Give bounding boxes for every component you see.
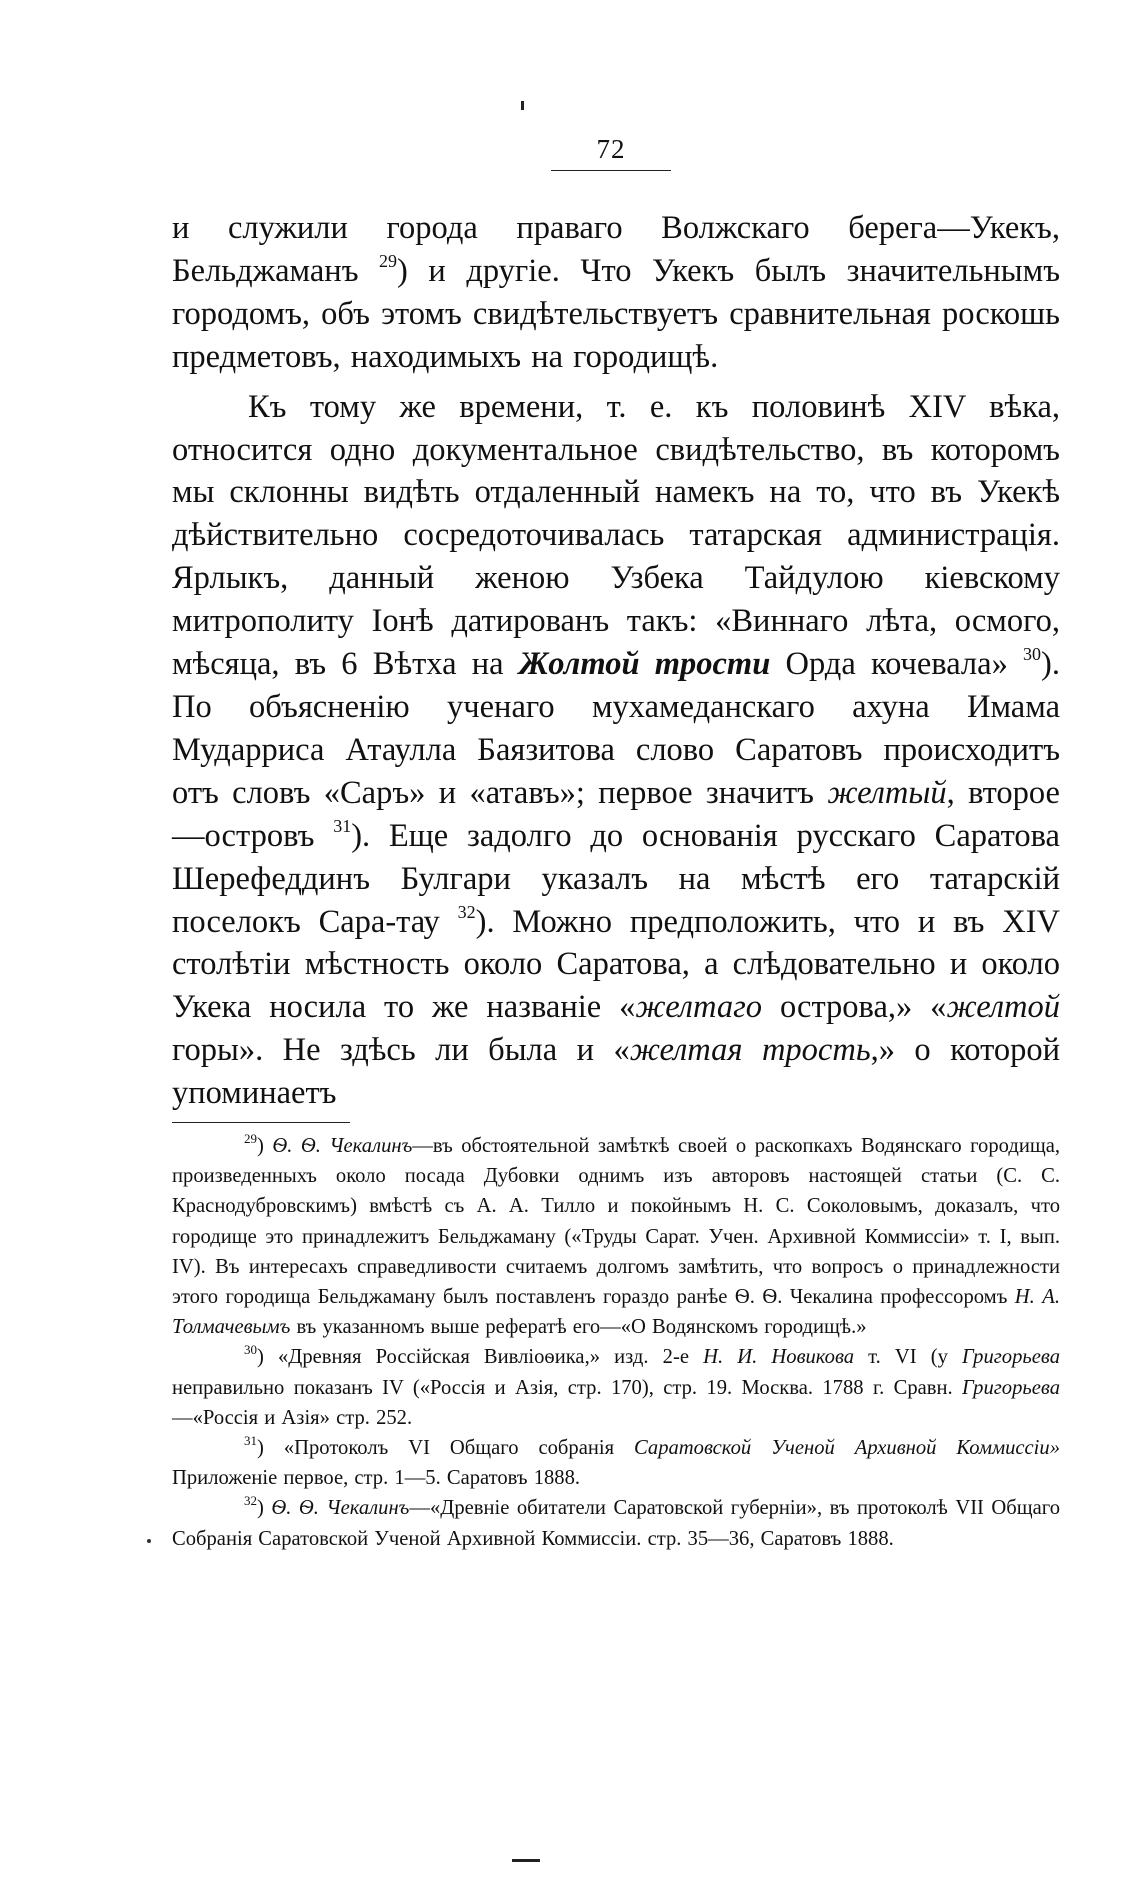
footnote-30 [172, 1342, 1060, 1433]
paragraph-1 [172, 207, 1060, 379]
text-run: ) и другіе. Что Укекъ былъ значительнымъ городомъ, объ этомъ свидѣтельствуетъ сравнительная роскошь предметовъ, находимыхъ на городищѣ. [172, 252, 1060, 375]
author-name: Н. А. Толмачевымъ [172, 1286, 1060, 1339]
emphasis-text: желтый [827, 774, 947, 811]
printer-mark [521, 101, 524, 110]
author-name: Н. И. Новикова [703, 1346, 855, 1369]
footnote-number: 29 [244, 1131, 257, 1146]
margin-speck [147, 1539, 151, 1543]
text-run: ). Можно предположить, что и въ XIV столѣтіи мѣстность около Саратова, а слѣдовательно и около Укека носила то же названіе « [172, 903, 1060, 1026]
paragraph-2 [172, 386, 1060, 1115]
text-run: Приложеніе первое, стр. 1—5. Саратовъ 1888. [172, 1467, 581, 1490]
footnote-number: 30 [244, 1342, 257, 1358]
author-name: Григорьева [962, 1346, 1061, 1369]
text-run: —въ обстоятельной замѣткѣ своей о раскопкахъ Водянскаго городища, произведенныхъ около посада Дубовки однимъ изъ авторовъ настоящей статьи (С. С. Краснодубровскимъ) вмѣстѣ съ А. А. Тилло и покойнымъ Н. С. Соколовымъ, доказалъ, что городище это принадлежитъ Бельджаману («Труды Сарат. Учен. Архивной Коммиссіи» т. I, вып. IV). Въ интересахъ справедливости считаемъ долгомъ замѣтить, что вопросъ о принадлежности этого городища Бельджаману былъ поставленъ гораздо ранѣе Ѳ. Ѳ. Чекалина профессоромъ [172, 1135, 1060, 1309]
footnote-ref-30: 30 [1023, 644, 1042, 665]
footnotes [172, 1131, 1060, 1554]
text-run: , второе—островъ [172, 774, 1060, 854]
text-run: Къ тому же времени, т. е. къ половинѣ XIV вѣка, относится одно документальное свидѣтельство, въ которомъ мы склонны видѣть отдаленный намекъ на то, что въ Укекѣ дѣйствительно сосредоточивалась татарская администрація. Ярлыкъ, данный женою Узбека Тайдулою кіевскому митрополиту Іонѣ датированъ такъ: «Виннаго лѣта, осмого, мѣсяца, въ 6 Вѣтха на [172, 388, 1060, 683]
emphasis-text: желтая трость [629, 1032, 871, 1069]
text-run: т. VI (у [854, 1346, 963, 1369]
text-run: ,» о которой упоминаетъ [172, 1032, 1060, 1112]
footnote-number: 31 [244, 1433, 257, 1449]
footnote-separator [172, 1122, 350, 1123]
author-name: Ѳ. Ѳ. Чекалинъ [272, 1135, 413, 1157]
text-run: —«Россія и Азія» стр. 252. [172, 1406, 413, 1429]
text-run: ) [257, 1497, 272, 1520]
footnote-ref-32: 32 [457, 901, 476, 922]
text-run: ) «Древняя Россійская Вивліоѳика,» изд. 2-е [257, 1346, 704, 1369]
author-name: Григорьева [962, 1376, 1060, 1399]
footnote-ref-29: 29 [379, 250, 398, 271]
page-header [546, 130, 676, 171]
text-run: ) [257, 1135, 273, 1157]
footnote-29 [172, 1131, 1060, 1342]
footnote-31 [172, 1433, 1060, 1493]
text-run: неправильно показанъ IV («Россія и Азія, стр. 170), стр. 19. Москва. 1788 г. Сравн. [172, 1376, 963, 1399]
publication-title: Саратовской Ученой Архивной Коммиссіи» [634, 1437, 1061, 1460]
text-run: острова,» « [762, 989, 947, 1026]
bottom-mark [512, 1859, 540, 1862]
text-run: и служили города праваго Волжскаго берега—Укекъ, Бельджаманъ [172, 210, 1060, 289]
emphasis-text: желтой [946, 989, 1060, 1026]
emphasis-text: Жолтой трости [518, 646, 771, 683]
text-run: ). По объясненію ученаго мухамеданскаго ахуна Имама Мударриса Атаулла Баязитова слово Саратовъ происходитъ отъ словъ «Саръ» и «атавъ»; первое значитъ [172, 646, 1060, 811]
footnote-32 [172, 1493, 1060, 1553]
text-run: Орда кочевала» [770, 646, 1024, 683]
footnote-ref-31: 31 [333, 815, 352, 836]
page-number: 72 [596, 134, 626, 164]
main-text [172, 207, 1060, 1115]
header-rule [551, 170, 671, 171]
author-name: Ѳ. Ѳ. Чекалинъ [271, 1497, 410, 1520]
emphasis-text: желтаго [635, 989, 763, 1026]
text-run: въ указанномъ выше рефератѣ его—«О Водянскомъ городищѣ.» [290, 1316, 867, 1339]
text-run: горы». Не здѣсь ли была и « [172, 1032, 630, 1069]
footnote-number: 32 [244, 1493, 257, 1509]
text-run: —«Древніе обитатели Саратовской губерніи», въ протоколѣ VII Общаго Собранія Саратовской Ученой Архивной Коммиссіи. стр. 35—36, Саратовъ 1888. [172, 1497, 1060, 1550]
text-run: ). Еще задолго до основанія русскаго Саратова Шерефеддинъ Булгари указалъ на мѣстѣ его татарскій поселокъ Сара-тау [172, 817, 1060, 940]
text-run: ) «Протоколъ VI Общаго собранія [257, 1437, 635, 1460]
